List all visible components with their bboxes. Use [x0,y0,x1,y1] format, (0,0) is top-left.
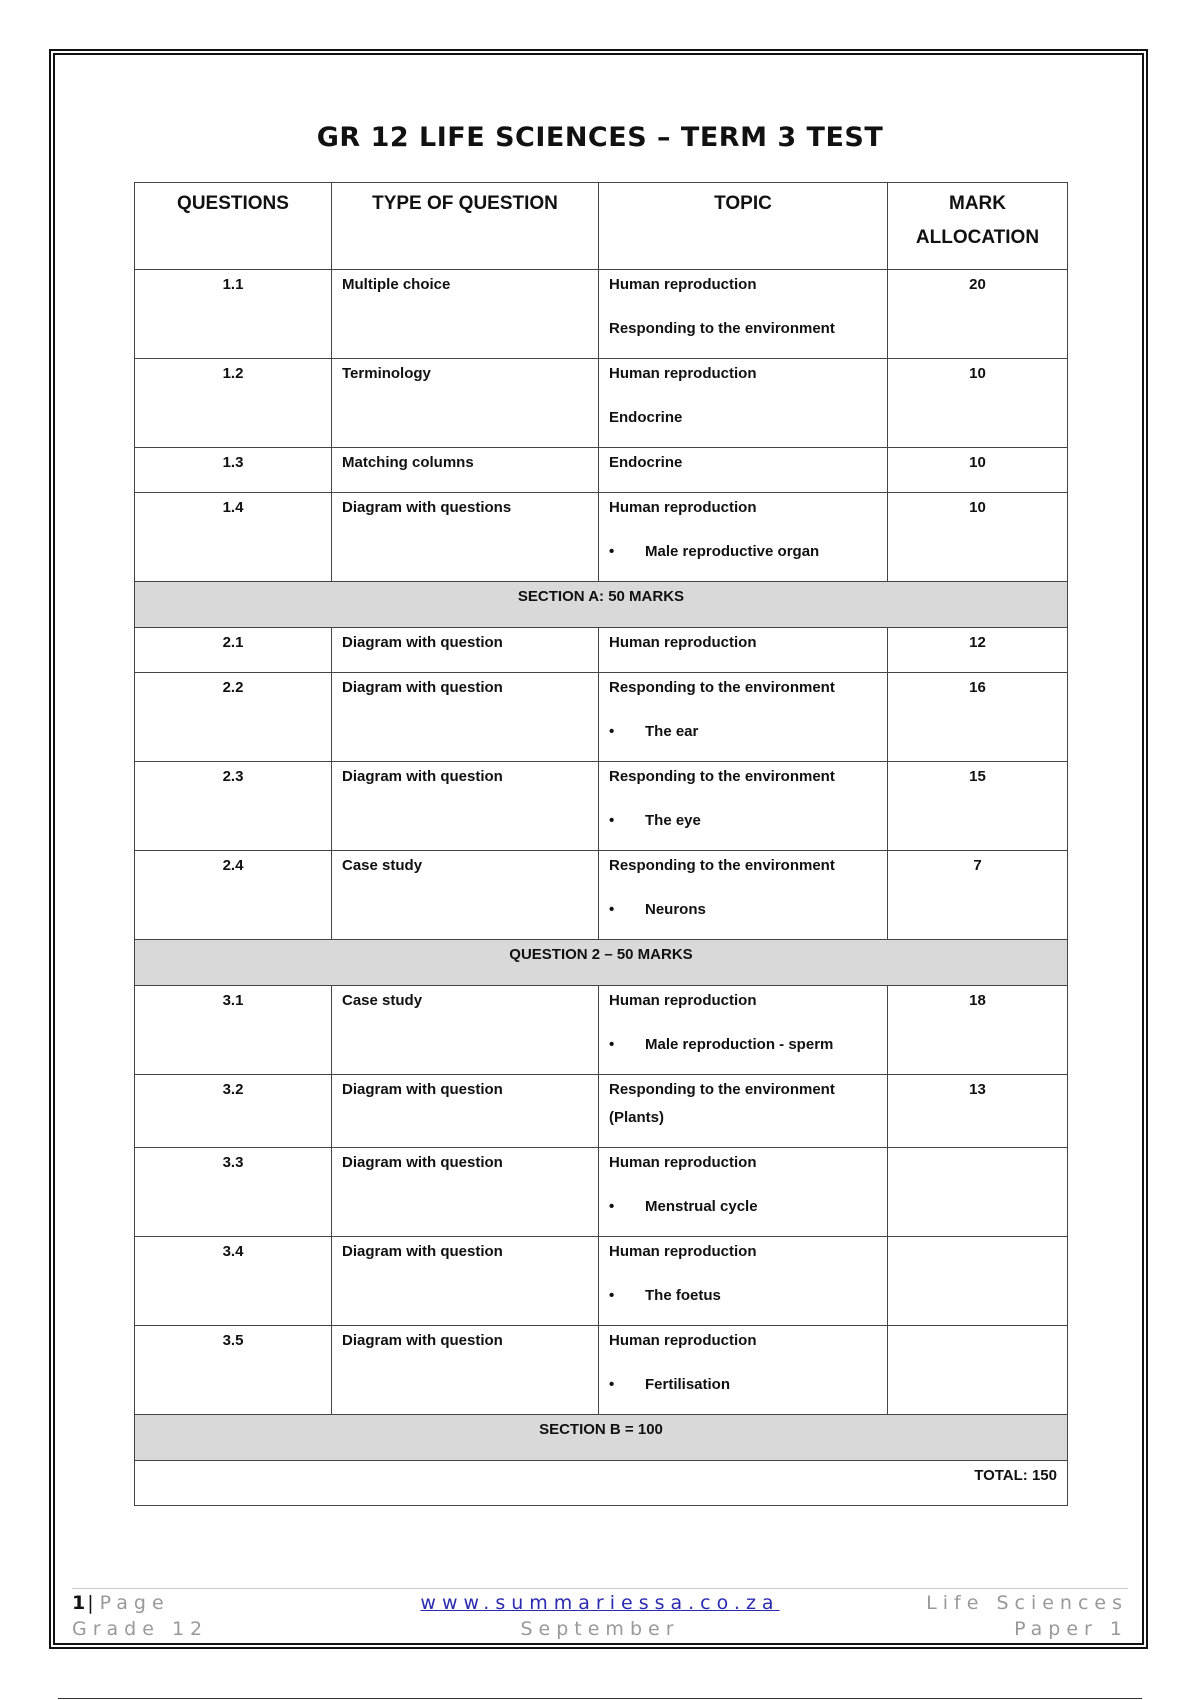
document-title: GR 12 LIFE SCIENCES – TERM 3 TEST [316,122,884,153]
question-topic [599,762,888,851]
mark-allocation [888,1326,1068,1415]
mark-allocation: 20 [888,270,1068,359]
question-number: 3.3 [135,1148,332,1237]
footer-subject: Life Sciences [926,1592,1128,1614]
question-type: Multiple choice [332,270,599,359]
mark-allocation: 10 [888,448,1068,493]
question-number: 3.1 [135,986,332,1075]
table-row [135,1326,1068,1415]
topic-line: Human reproduction [609,276,757,293]
question-type: Terminology [332,359,599,448]
question-number: 3.5 [135,1326,332,1415]
subtopic-label: The foetus [645,1287,721,1304]
table-row [135,1075,1068,1148]
question-topic [599,270,888,359]
bullet-icon: • [609,543,615,560]
footer-row-2 [72,1618,1128,1642]
header-type-of-question: TYPE OF QUESTION [332,183,599,270]
question-type: Diagram with question [332,762,599,851]
question-type: Diagram with question [332,673,599,762]
question-topic [599,359,888,448]
footer-divider [72,1588,1128,1589]
bullet-icon: • [609,901,615,918]
topic-line: Human reproduction [609,499,757,516]
header-topic: TOPIC [599,183,888,270]
topic-bullet-item [609,542,877,562]
page-label: Page [99,1592,170,1614]
subtopic-label: Neurons [645,901,706,918]
topic-line: Human reproduction [609,1332,757,1349]
mark-allocation: 16 [888,673,1068,762]
question-type: Case study [332,851,599,940]
table-row [135,270,1068,359]
mark-allocation: 12 [888,628,1068,673]
table-row [135,359,1068,448]
mark-allocation: 15 [888,762,1068,851]
topic-line: Endocrine [609,454,683,471]
topic-bullet-item [609,722,877,742]
section-summary-row [135,1415,1068,1461]
section-summary-label: SECTION A: 50 MARKS [135,582,1068,628]
question-type: Diagram with question [332,1148,599,1237]
table-row [135,448,1068,493]
table-row [135,493,1068,582]
mark-allocation: 7 [888,851,1068,940]
bullet-icon: • [609,1036,615,1053]
section-summary-row [135,582,1068,628]
bullet-icon: • [609,1287,615,1304]
subtopic-label: The eye [645,812,701,829]
mark-allocation: 10 [888,359,1068,448]
footer-grade: Grade 12 [72,1618,209,1640]
page-number: 1 [72,1592,86,1614]
question-topic [599,851,888,940]
table-row [135,762,1068,851]
header-questions: QUESTIONS [135,183,332,270]
topic-line: (Plants) [609,1109,665,1126]
subtopic-label: Male reproduction - sperm [645,1036,834,1053]
question-number: 2.3 [135,762,332,851]
table-body [135,270,1068,1506]
footer-row-1 [72,1592,1128,1616]
question-type: Diagram with question [332,628,599,673]
header-mark-allocation: MARK ALLOCATION [888,183,1068,270]
table-row [135,1237,1068,1326]
question-number: 2.2 [135,673,332,762]
test-plan-table [134,182,1068,1506]
question-number: 1.1 [135,270,332,359]
topic-bullet-item [609,900,877,920]
bullet-icon: • [609,812,615,829]
footer-month: September [520,1618,680,1640]
total-row [135,1461,1068,1506]
question-type: Diagram with question [332,1075,599,1148]
question-topic [599,1075,888,1148]
table-row [135,986,1068,1075]
topic-line: Endocrine [609,409,683,426]
website-link[interactable]: www.summariessa.co.za [420,1592,780,1614]
section-summary-label: SECTION B = 100 [135,1415,1068,1461]
mark-allocation [888,1237,1068,1326]
topic-line: Human reproduction [609,634,757,651]
table-row [135,1148,1068,1237]
topic-bullet-item [609,1035,877,1055]
subtopic-label: Menstrual cycle [645,1198,758,1215]
table-row [135,673,1068,762]
topic-line: Responding to the environment [609,679,835,696]
question-number: 1.3 [135,448,332,493]
question-topic [599,448,888,493]
topic-line: Responding to the environment [609,1081,835,1098]
table-row [135,851,1068,940]
topic-bullet-item [609,1375,877,1395]
topic-line: Responding to the environment [609,768,835,785]
topic-bullet-item [609,811,877,831]
mark-allocation: 18 [888,986,1068,1075]
topic-line: Responding to the environment [609,857,835,874]
mark-allocation: 13 [888,1075,1068,1148]
section-summary-label: QUESTION 2 – 50 MARKS [135,940,1068,986]
question-number: 1.2 [135,359,332,448]
bullet-icon: • [609,1198,615,1215]
topic-line: Human reproduction [609,365,757,382]
question-number: 3.2 [135,1075,332,1148]
question-type: Diagram with question [332,1237,599,1326]
subtopic-label: Male reproductive organ [645,543,820,560]
mark-allocation: 10 [888,493,1068,582]
topic-bullet-item [609,1197,877,1217]
question-topic [599,986,888,1075]
question-number: 3.4 [135,1237,332,1326]
subtopic-label: The ear [645,723,699,740]
question-topic [599,1237,888,1326]
bullet-icon: • [609,1376,615,1393]
question-topic [599,628,888,673]
question-number: 2.1 [135,628,332,673]
bullet-icon: • [609,723,615,740]
mark-allocation [888,1148,1068,1237]
table-row [135,628,1068,673]
total-label: TOTAL: 150 [135,1461,1068,1506]
footer-paper: Paper 1 [1014,1618,1128,1640]
topic-line: Responding to the environment [609,320,835,337]
question-topic [599,493,888,582]
page-bottom-rule [58,1698,1142,1699]
question-topic [599,1326,888,1415]
topic-line: Human reproduction [609,1154,757,1171]
question-topic [599,673,888,762]
question-number: 2.4 [135,851,332,940]
topic-line: Human reproduction [609,1243,757,1260]
question-type: Diagram with questions [332,493,599,582]
question-type: Diagram with question [332,1326,599,1415]
question-topic [599,1148,888,1237]
question-number: 1.4 [135,493,332,582]
topic-bullet-item [609,1286,877,1306]
table-header-row [135,183,1068,270]
page-separator: | [87,1592,94,1614]
question-type: Matching columns [332,448,599,493]
question-type: Case study [332,986,599,1075]
topic-line: Human reproduction [609,992,757,1009]
subtopic-label: Fertilisation [645,1376,731,1393]
section-summary-row [135,940,1068,986]
